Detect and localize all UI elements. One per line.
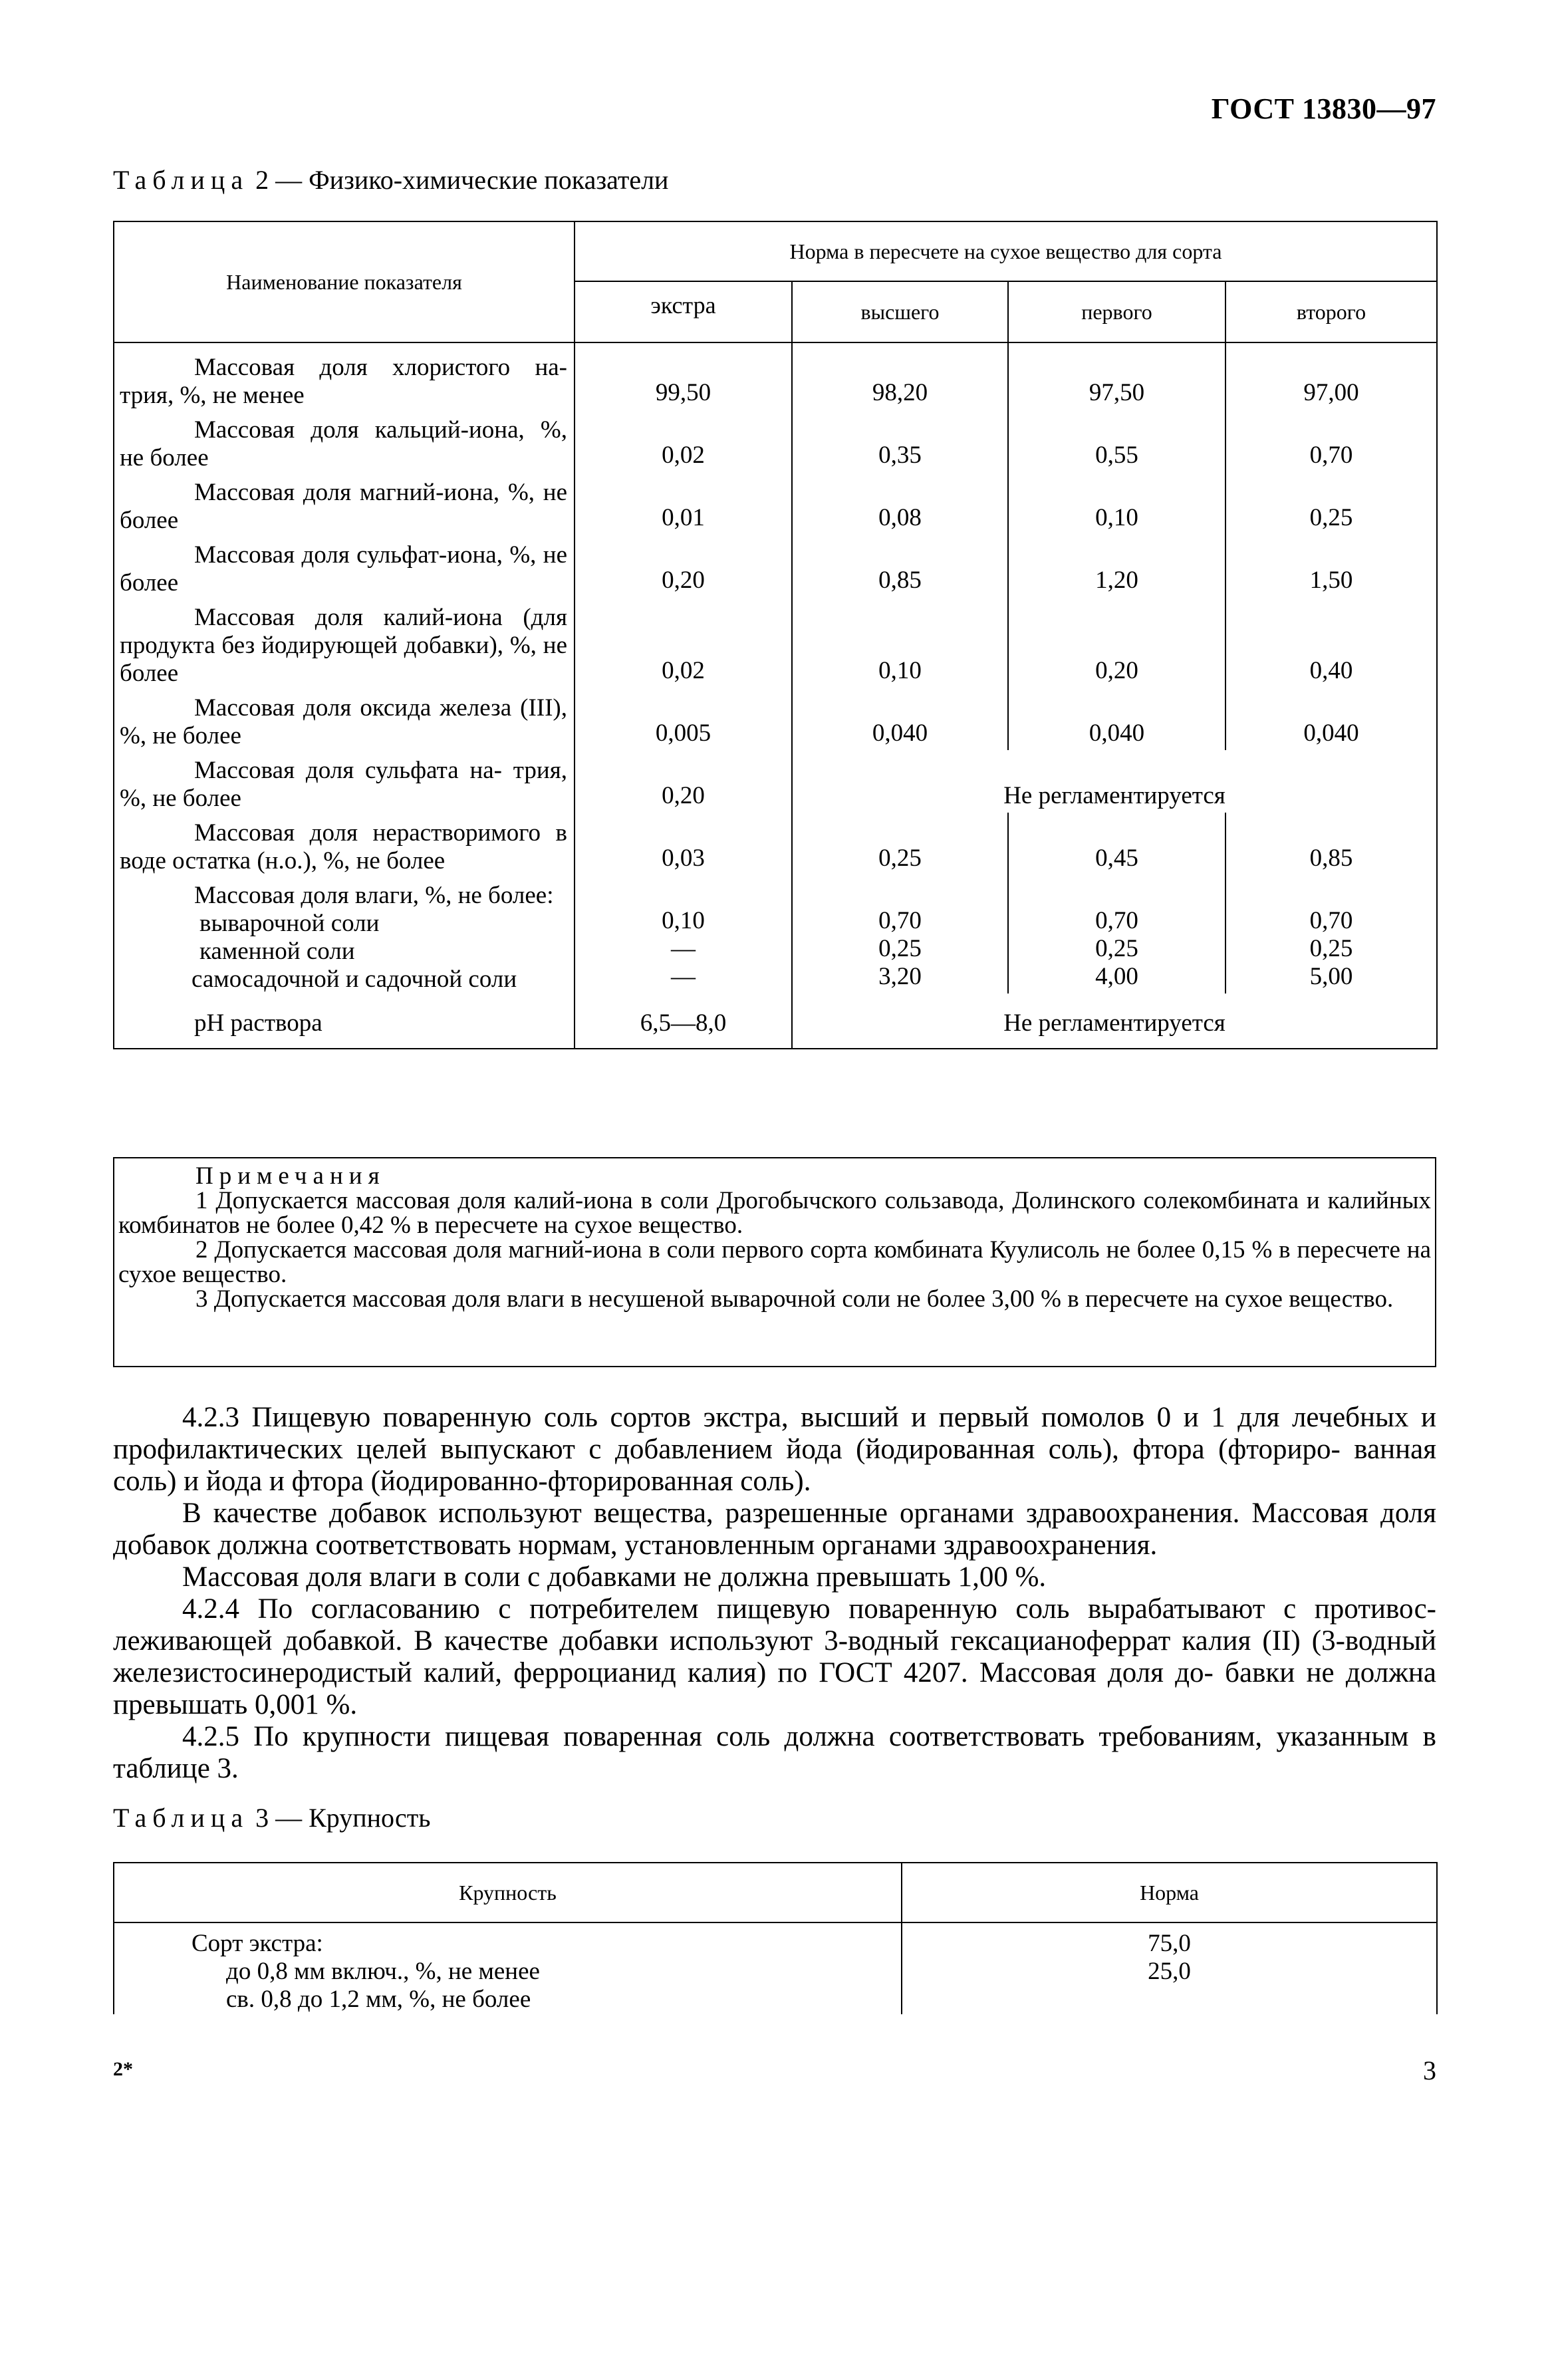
sub-row: каменной соли	[199, 938, 355, 965]
cell: 3,20	[878, 963, 922, 990]
cell: 0,10	[662, 907, 705, 934]
cell: 0,02	[575, 597, 792, 688]
paragraph: 4.2.4 По согласованию с потребителем пищевую поваренную соль вырабатывают с противос- леживающей добавкой. В качестве добавки используют 3-водный гексацианоферрат калия (II) (3-водный железистосинеродистый калий, ферроцианид калия) по ГОСТ 4207. Массовая доля до- бавки не должна превышать 0,001 %.	[113, 1593, 1436, 1720]
cell: 0,20	[575, 535, 792, 597]
paragraph: 4.2.5 По крупности пищевая поваренная соль должна соответствовать требованиям, указанным в таблице 3.	[113, 1721, 1436, 1784]
table-row	[114, 535, 1437, 597]
table-row	[114, 1922, 1437, 2014]
cell: 4,00	[1095, 963, 1138, 990]
table3-caption-label: Таблица	[113, 1803, 249, 1833]
cell: 0,40	[1225, 597, 1437, 688]
table-row	[114, 993, 1437, 1049]
cell: 25,0	[1148, 1958, 1191, 1985]
note-item: 3 Допускается массовая доля влаги в несушеной выварочной соли не более 3,00 % в пересчете на сухое вещество.	[195, 1285, 1394, 1313]
table2-notes	[113, 1157, 1436, 1367]
cell: —	[671, 935, 696, 962]
cell: 0,85	[1225, 813, 1437, 875]
table3-caption	[113, 1802, 431, 1833]
table2-col-group: Норма в пересчете на сухое вещество для сорта	[575, 221, 1437, 281]
cell: 6,5—8,0	[575, 993, 792, 1049]
cell: 0,005	[575, 688, 792, 750]
grade-first: первого	[1008, 281, 1225, 342]
cell: 0,08	[792, 472, 1008, 535]
cell: 0,040	[792, 688, 1008, 750]
cell: 0,040	[1008, 688, 1225, 750]
sub-row: самосадочной и садочной соли	[192, 966, 517, 993]
table-row	[114, 750, 1437, 813]
notes-title: Примечания	[195, 1162, 386, 1190]
table-row	[114, 813, 1437, 875]
table-row	[114, 875, 1437, 993]
cell: 0,35	[792, 410, 1008, 472]
paragraph: 4.2.3 Пищевую поваренную соль сортов экстра, высший и первый помолов 0 и 1 для лечебных и профилактических целей выпускают с добавлением йода (йодированная соль), фтора (фториро- ванная соль) и йода и фтора (йодированно-фторированная соль).	[113, 1402, 1436, 1497]
table-row	[114, 597, 1437, 688]
cell: 1,20	[1008, 535, 1225, 597]
table2-caption-text: 2 — Физико-химические показатели	[255, 165, 669, 195]
cell: 99,50	[575, 342, 792, 410]
cell: 0,20	[1008, 597, 1225, 688]
cell: 97,50	[1008, 342, 1225, 410]
row-name: Массовая доля оксида железа (III), %, не более	[120, 694, 567, 749]
cell: 1,50	[1225, 535, 1437, 597]
cell: 0,85	[792, 535, 1008, 597]
cell: 0,25	[1095, 935, 1138, 962]
cell: 0,01	[575, 472, 792, 535]
table-row	[114, 472, 1437, 535]
table2-caption-label: Таблица	[113, 165, 249, 195]
grade-extra: экстра	[575, 281, 792, 342]
table-row	[114, 410, 1437, 472]
standard-number: ГОСТ 13830—97	[1211, 92, 1436, 125]
cell: 75,0	[1148, 1930, 1191, 1957]
cell: 0,040	[1225, 688, 1437, 750]
row-name: Массовая доля сульфат-иона, %, не более	[120, 541, 567, 596]
group-label: Сорт экстра:	[192, 1930, 323, 1957]
page-number: 3	[1423, 2055, 1436, 2085]
body-text	[113, 1402, 1436, 1785]
row-name: св. 0,8 до 1,2 мм, %, не более	[226, 1986, 531, 2013]
cell: 0,02	[575, 410, 792, 472]
cell: 0,55	[1008, 410, 1225, 472]
cell: 0,25	[792, 813, 1008, 875]
cell: 0,10	[792, 597, 1008, 688]
cell: 98,20	[792, 342, 1008, 410]
cell: 0,45	[1008, 813, 1225, 875]
cell: 5,00	[1309, 963, 1353, 990]
paragraph: Массовая доля влаги в соли с добавками не должна превышать 1,00 %.	[182, 1561, 1047, 1593]
row-name: pH раствора	[194, 1009, 322, 1037]
table2	[113, 221, 1438, 1049]
cell: 0,25	[1309, 935, 1353, 962]
row-name: Массовая доля влаги, %, не более:	[194, 882, 554, 909]
cell: 0,70	[1225, 410, 1437, 472]
table-row	[114, 688, 1437, 750]
cell: 0,70	[878, 907, 922, 934]
row-name: до 0,8 мм включ., %, не менее	[226, 1958, 540, 1985]
row-name: Массовая доля кальций-иона, %, не более	[120, 416, 567, 471]
table3-col-name: Крупность	[114, 1863, 902, 1922]
paragraph: В качестве добавок используют вещества, разрешенные органами здравоохранения. Массовая доля добавок должна соответствовать нормам, установленным органами здравоохранения.	[113, 1498, 1436, 1561]
cell: 0,25	[1225, 472, 1437, 535]
row-name: Массовая доля нерастворимого в воде остатка (н.о.), %, не более	[120, 819, 567, 874]
grade-higher: высшего	[792, 281, 1008, 342]
table3	[113, 1862, 1438, 2014]
note-item: 1 Допускается массовая доля калий-иона в соли Дрогобычского сользавода, Долинского солекомбината и калийных комбинатов не более 0,42 % в пересчете на сухое вещество.	[118, 1187, 1431, 1239]
row-name: Массовая доля калий-иона (для продукта без йодирующей добавки), %, не более	[120, 604, 567, 687]
cell: 0,70	[1309, 907, 1353, 934]
cell: 0,70	[1095, 907, 1138, 934]
table3-col-norm: Норма	[902, 1863, 1437, 1922]
row-name: Массовая доля магний-иона, %, не более	[120, 479, 567, 534]
cell: 0,03	[575, 813, 792, 875]
cell: 0,10	[1008, 472, 1225, 535]
table3-caption-text: 3 — Крупность	[255, 1803, 431, 1833]
row-name: Массовая доля сульфата на- трия, %, не более	[120, 757, 567, 812]
cell: 0,20	[575, 750, 792, 813]
cell: —	[671, 963, 696, 990]
grade-second: второго	[1225, 281, 1437, 342]
table-row	[114, 342, 1437, 410]
note-item: 2 Допускается массовая доля магний-иона в соли первого сорта комбината Куулисоль не более 0,15 % в пересчете на сухое вещество.	[118, 1236, 1431, 1288]
cell-not-regulated: Не регламентируется	[792, 750, 1437, 813]
table2-col-name: Наименование показателя	[114, 221, 575, 342]
cell: 97,00	[1225, 342, 1437, 410]
cell-not-regulated: Не регламентируется	[792, 993, 1437, 1049]
footer-mark: 2*	[113, 2058, 133, 2080]
sub-row: выварочной соли	[199, 910, 380, 937]
cell: 0,25	[878, 935, 922, 962]
table2-caption	[113, 164, 668, 196]
row-name: Массовая доля хлористого на- трия, %, не менее	[120, 354, 567, 409]
